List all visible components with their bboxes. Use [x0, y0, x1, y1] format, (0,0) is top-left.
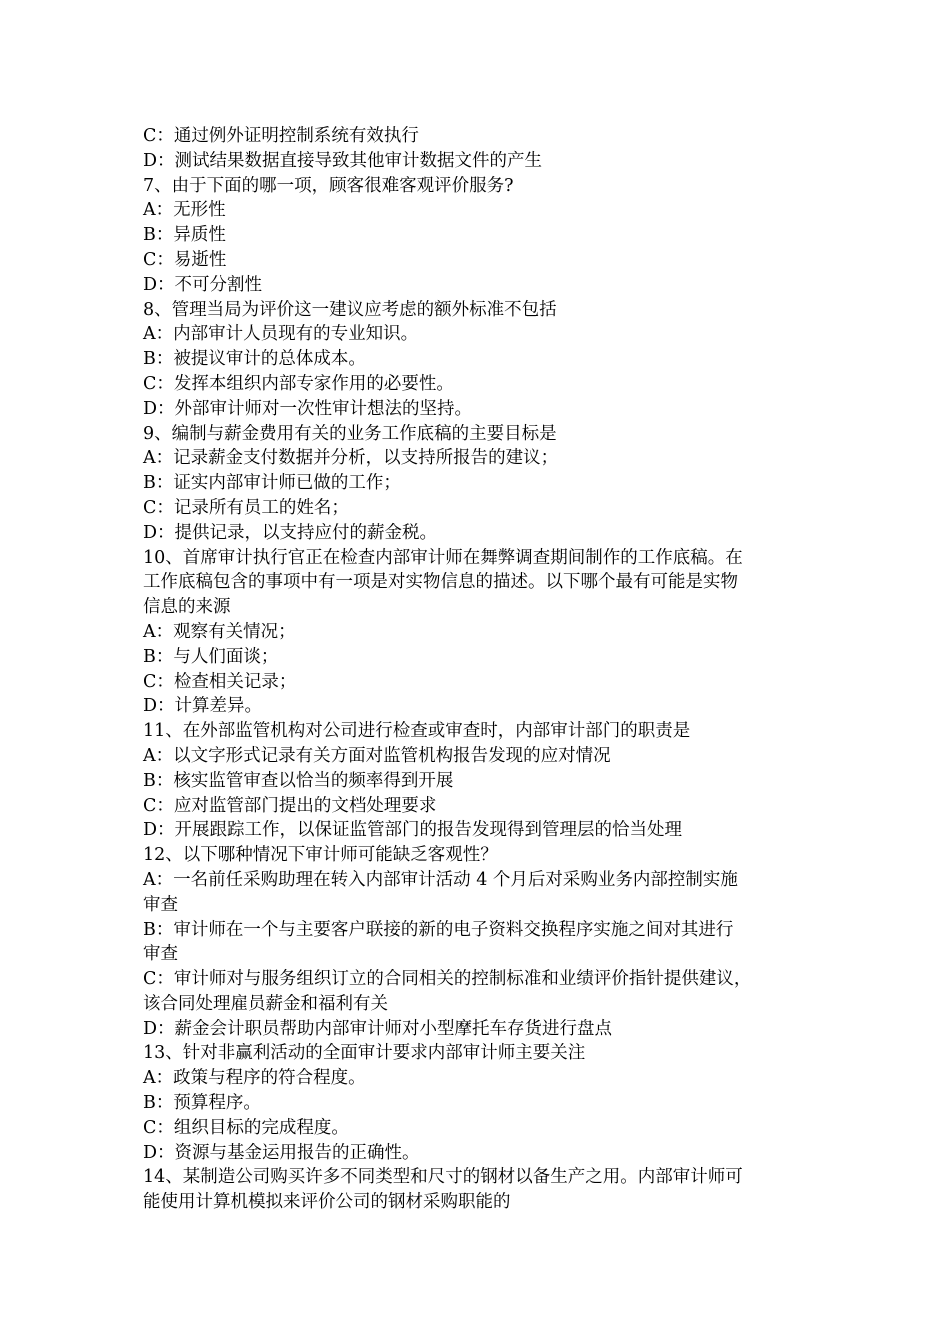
question-9: 9、编制与薪金费用有关的业务工作底稿的主要目标是	[143, 423, 557, 444]
option-line: C：发挥本组织内部专家作用的必要性。	[143, 373, 454, 394]
option-line: B：与人们面谈；	[143, 646, 279, 667]
text-line: 能使用计算机模拟来评价公司的钢材采购职能的	[143, 1192, 511, 1213]
option-line: B：异质性	[143, 225, 226, 246]
option-line: B：被提议审计的总体成本。	[143, 349, 366, 370]
text-line: 审查	[143, 894, 178, 915]
text-line: 审查	[143, 944, 178, 965]
option-line: B：预算程序。	[143, 1093, 261, 1114]
question-14: 14、某制造公司购买许多不同类型和尺寸的钢材以备生产之用。内部审计师可	[143, 1167, 743, 1188]
option-line: D：资源与基金运用报告的正确性。	[143, 1142, 420, 1163]
text-line: C：通过例外证明控制系统有效执行	[143, 126, 419, 146]
option-line: C：审计师对与服务组织订立的合同相关的控制标准和业绩评价指针提供建议，	[143, 969, 752, 990]
option-line: A：无形性	[143, 200, 226, 221]
question-11: 11、在外部监管机构对公司进行检查或审查时，内部审计部门的职责是	[143, 721, 691, 742]
option-line: D：开展跟踪工作，以保证监管部门的报告发现得到管理层的恰当处理	[143, 820, 683, 841]
question-8: 8、管理当局为评价这一建议应考虑的额外标准不包括	[143, 299, 557, 320]
text-line: 信息的来源	[143, 597, 231, 618]
question-7: 7、由于下面的哪一项，顾客很难客观评价服务?	[143, 175, 514, 196]
text-line: 工作底稿包含的事项中有一项是对实物信息的描述。以下哪个最有可能是实物	[143, 572, 738, 593]
question-10: 10、首席审计执行官正在检查内部审计师在舞弊调查期间制作的工作底稿。在	[143, 547, 743, 568]
option-line: B：核实监管审查以恰当的频率得到开展	[143, 770, 454, 791]
option-line: A：观察有关情况；	[143, 621, 296, 642]
option-line: A：记录薪金支付数据并分析，以支持所报告的建议；	[143, 448, 559, 469]
option-line: C：检查相关记录；	[143, 671, 297, 692]
option-line: A：政策与程序的符合程度。	[143, 1068, 366, 1089]
option-line: B：审计师在一个与主要客户联接的新的电子资料交换程序实施之间对其进行	[143, 919, 734, 940]
document-body	[143, 124, 833, 1215]
option-line: D：提供记录，以支持应付的薪金税。	[143, 522, 438, 543]
question-12: 12、以下哪种情况下审计师可能缺乏客观性？	[143, 845, 498, 866]
option-line: C：组织目标的完成程度。	[143, 1117, 349, 1138]
option-line: C：记录所有员工的姓名；	[143, 497, 349, 518]
text-line: D：测试结果数据直接导致其他审计数据文件的产生	[143, 150, 543, 171]
option-line: D：不可分割性	[143, 274, 263, 295]
option-line: D：计算差异。	[143, 696, 263, 717]
option-line: B：证实内部审计师已做的工作；	[143, 473, 401, 494]
option-line: A：内部审计人员现有的专业知识。	[143, 324, 419, 345]
option-line: A：一名前任采购助理在转入内部审计活动 4 个月后对采购业务内部控制实施	[143, 869, 738, 890]
option-line: C：应对监管部门提出的文档处理要求	[143, 795, 437, 816]
option-line: A：以文字形式记录有关方面对监管机构报告发现的应对情况	[143, 745, 611, 766]
option-line: D：外部审计师对一次性审计想法的坚持。	[143, 398, 473, 419]
text-line: 该合同处理雇员薪金和福利有关	[143, 993, 388, 1014]
question-13: 13、针对非赢利活动的全面审计要求内部审计师主要关注	[143, 1043, 586, 1064]
option-line: D：薪金会计职员帮助内部审计师对小型摩托车存货进行盘点	[143, 1018, 613, 1039]
option-line: C：易逝性	[143, 249, 227, 270]
